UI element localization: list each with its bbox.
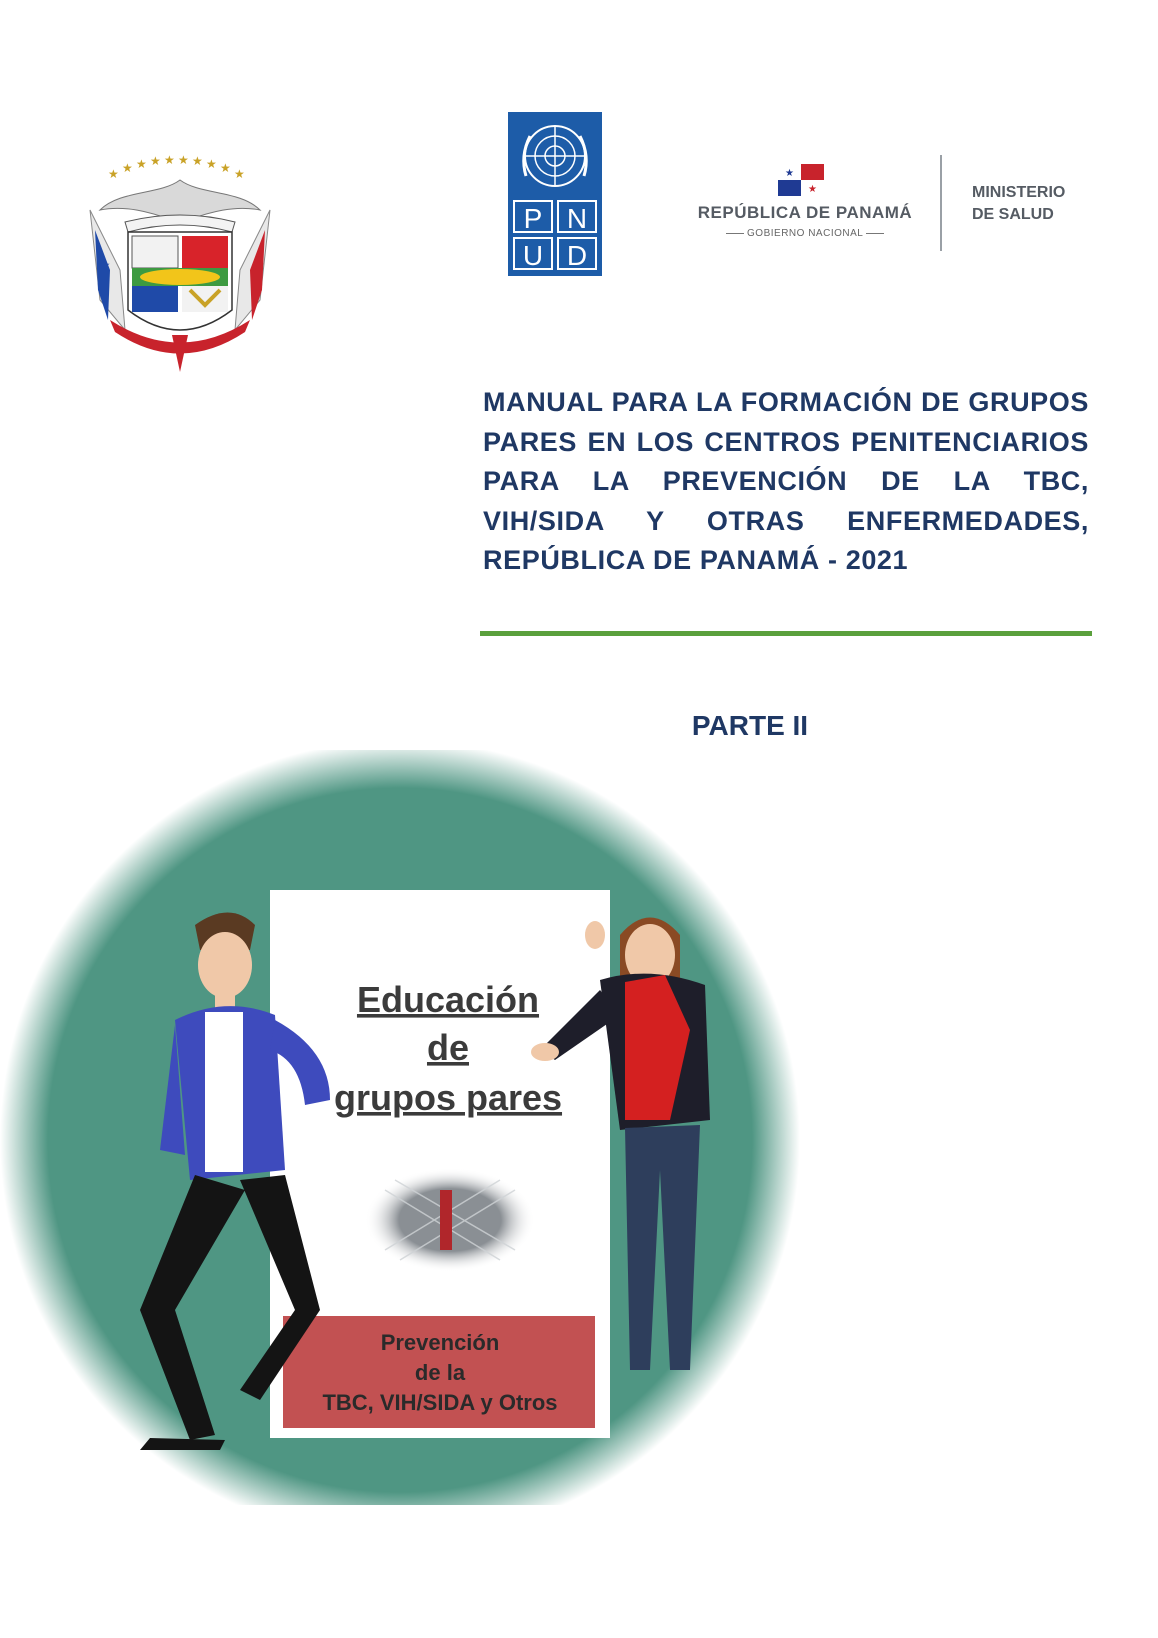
republica-name: REPÚBLICA DE PANAMÁ (697, 203, 913, 222)
svg-text:★: ★ (220, 161, 231, 175)
pnud-letter: P (513, 200, 553, 233)
svg-text:★: ★ (206, 157, 217, 171)
ministerio-line2: DE SALUD (972, 206, 1054, 223)
poster-line3: grupos pares (333, 1077, 563, 1118)
pnud-logo (508, 112, 602, 276)
banner-line3: TBC, VIH/SIDA y Otros (322, 1390, 558, 1415)
republica-subtitle (690, 228, 920, 239)
svg-text:★: ★ (164, 153, 175, 167)
cover-illustration (0, 750, 800, 1520)
coat-of-arms-emblem (80, 150, 280, 375)
svg-text:★: ★ (234, 167, 245, 181)
svg-text:★: ★ (150, 154, 161, 168)
svg-text:★: ★ (252, 257, 265, 273)
un-emblem-icon (516, 118, 594, 194)
republica-subtitle-text: GOBIERNO NACIONAL (747, 228, 863, 239)
panama-flag-icon (778, 164, 824, 196)
ministerio-line1: MINISTERIO (972, 184, 1066, 201)
document-title: MANUAL PARA LA FORMACIÓN DE GRUPOS PARES EN LOS CENTROS PENITENCIARIOS PARA LA PREVENCIÓN DE LA TBC, VIH/SIDA Y OTRAS ENFERMEDADES, REPÚBLICA DE PANAMÁ - 2021 (483, 387, 1089, 575)
poster-line2: de (426, 1027, 470, 1068)
svg-text:★: ★ (98, 257, 111, 273)
title-underline-rule (480, 631, 1092, 636)
svg-text:★: ★ (192, 154, 203, 168)
part-label: PARTE II (691, 710, 809, 741)
svg-text:★: ★ (808, 184, 817, 195)
pnud-letter: N (557, 200, 597, 233)
svg-text:★: ★ (122, 161, 133, 175)
pnud-letter: D (557, 237, 597, 270)
svg-text:★: ★ (136, 157, 147, 171)
svg-text:★: ★ (108, 167, 119, 181)
svg-text:★: ★ (785, 168, 794, 179)
banner-line2: de la (414, 1360, 466, 1385)
poster-line1: Educación (356, 979, 540, 1020)
banner-line1: Prevención (380, 1330, 500, 1355)
svg-text:★: ★ (178, 153, 189, 167)
pnud-letter: U (513, 237, 553, 270)
logo-divider (940, 155, 942, 251)
